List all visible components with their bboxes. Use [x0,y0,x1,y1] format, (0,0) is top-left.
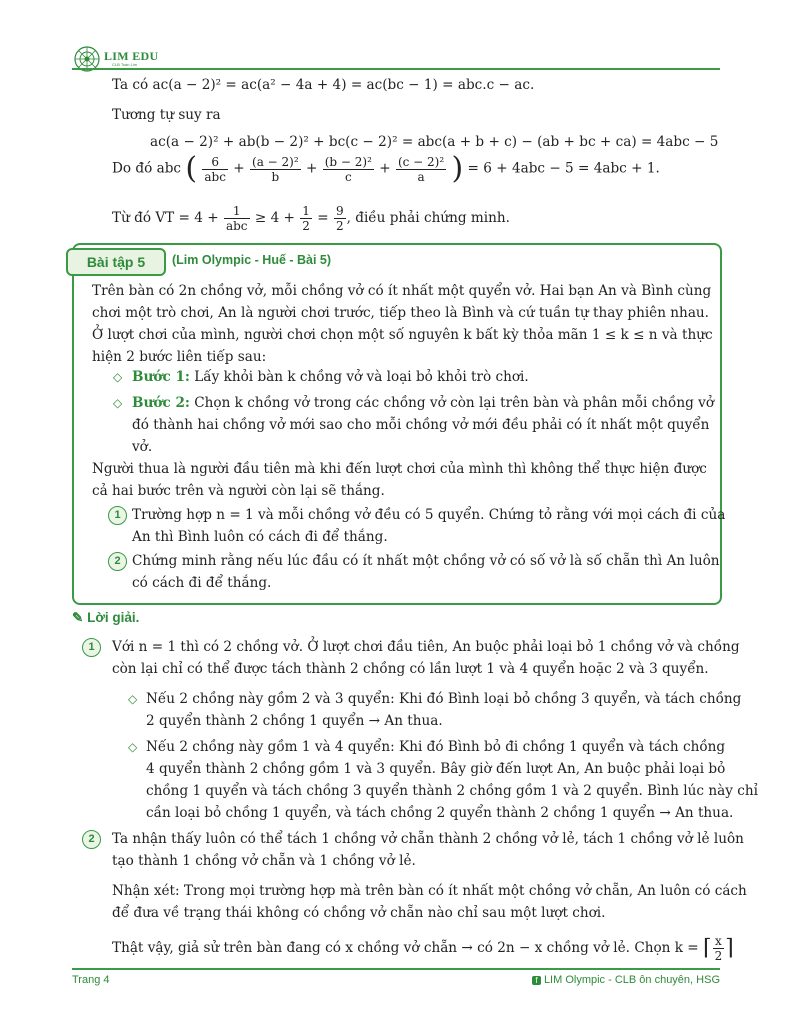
ceil-close: ⌉ [725,935,734,961]
footer-divider [72,968,720,970]
edit-icon: ✎ [72,610,84,625]
bullet-2-line-1: Nếu 2 chồng này gồm 1 và 4 quyển: Khi đó Bình bỏ đi chồng 1 quyển và tách chồng [146,739,726,755]
indeed-text: Thật vậy, giả sử trên bàn đang có x chồng vở chẵn → có 2n − x chồng vở lẻ. Chọn k = [112,940,699,956]
logo-subtext: CLB Toán Lim [112,62,138,67]
proof-line-4: Do đó abc ( $\frac{6}{\text{abc}}$ + $\frac{\text{(a − 2)²}}{b}$ + $\frac{\text{(b − 2)²}}{c}$ + $\frac{\text{(c − 2)²}}{a}$ ) = 6 + 4abc − 5 = 4abc + 1. [112,151,660,186]
exercise-p1: Trên bàn có 2n chồng vở, mỗi chồng vở có ít nhất một quyển vở. Hai bạn An và Bình cùng [92,283,712,299]
proof-line-5-suffix: , điều phải chứng minh. [346,210,510,226]
proof-line-5-prefix: Từ đó VT = 4 + [112,210,219,226]
proof-line-2: Tương tự suy ra [112,107,221,123]
fraction-2: $\frac{\text{(a − 2)²}}{b}$ [252,154,299,184]
solution-title: Lời giải. [87,610,140,625]
exercise-p4: hiện 2 bước liên tiếp sau: [92,349,267,365]
answer-2-badge: 2 [82,830,101,849]
diamond-bullet-icon: ◇ [113,370,123,384]
question-1-badge: 1 [108,506,127,525]
proof-line-5-mid: ≥ 4 + [254,210,295,226]
bullet-2-line-4: cần loại bỏ chồng 1 quyển, và tách chồng 2 quyển thành 2 chồng 1 quyển → An thua. [146,805,734,821]
step-1-label: Bước 1: [132,369,190,385]
step-2-line-2: đó thành hai chồng vở mới sao cho mỗi chồng vở mới đều phải có ít nhất một quyển [132,417,710,433]
ceil-open: ⌈ [703,935,712,961]
answer-1-line-1: Với n = 1 thì có 2 chồng vở. Ở lượt chơi đầu tiên, An buộc phải loại bỏ 1 chồng vở và chồng [112,639,740,655]
step-2 [132,394,714,412]
diamond-bullet-icon: ◇ [113,396,123,410]
remark-line-2: để đưa về trạng thái không có chồng vở chẵn nào chỉ sau một lượt chơi. [112,905,606,921]
diamond-bullet-icon: ◇ [128,692,138,706]
exercise-p3: Ở lượt chơi của mình, người chơi chọn một số nguyên k bất kỳ thỏa mãn 1 ≤ k ≤ n và thực [92,327,713,343]
header-divider [72,68,720,70]
step-2-label: Bước 2: [132,395,190,411]
fraction-7: $\frac{9}{2}$ [335,204,344,233]
proof-line-4-suffix: = 6 + 4abc − 5 = 4abc + 1. [467,160,660,177]
proof-line-3: ac(a − 2)² + ab(b − 2)² + bc(c − 2)² = abc(a + b + c) − (ab + bc + ca) = 4abc − 5 [150,134,719,150]
proof-line-5 [112,204,510,233]
paren-close: ) [451,151,464,186]
exercise-tag: Bài tập 5 [66,248,166,276]
footer-source-text: LIM Olympic - CLB ôn chuyên, HSG [543,974,720,986]
bullet-2-line-2: 4 quyển thành 2 chồng gồm 1 và 3 quyển. Bây giờ đến lượt An, An buộc phải loại bỏ [146,761,726,777]
proof-line-4-prefix: Do đó abc [112,160,182,177]
step-2-text: Chọn k chồng vở trong các chồng vở còn lại trên bàn và phân mỗi chồng vở [194,395,715,411]
fraction-1: $\frac{6}{\text{abc}}$ [204,154,226,184]
bullet-1-line-2: 2 quyển thành 2 chồng 1 quyển → An thua. [146,713,443,729]
question-2-line-2: có cách đi để thắng. [132,575,272,591]
paren-open: ( [185,151,198,186]
bullet-2-line-3: chồng 1 quyển và tách chồng 3 quyển thành 2 chồng gồm 1 và 2 quyển. Bình lúc này chỉ [146,783,758,799]
page-number: Trang 4 [72,974,110,986]
indeed-line-1 [112,934,734,963]
diamond-bullet-icon: ◇ [128,740,138,754]
remark-line-1: Nhận xét: Trong mọi trường hợp mà trên bàn có ít nhất một chồng vở chẵn, An luôn có cách [112,883,747,899]
footer-source [532,974,720,986]
bullet-1-line-1: Nếu 2 chồng này gồm 2 và 3 quyển: Khi đó Bình loại bỏ chồng 3 quyển, và tách chồng [146,691,742,707]
exercise-p5: Người thua là người đầu tiên mà khi đến lượt chơi của mình thì không thể thực hiện được [92,461,707,477]
fraction-4: $\frac{\text{(c − 2)²}}{a}$ [397,154,445,184]
fraction-6: $\frac{1}{2}$ [302,204,310,233]
proof-line-5-eq: = [317,210,329,226]
step-2-line-3: vở. [132,439,153,455]
answer-1-badge: 1 [82,638,101,657]
logo-text: LIM EDU [104,49,159,63]
exercise-p2: chơi một trò chơi, An là người chơi trước, tiếp theo là Bình và cứ tuần tự thay phiên nhau. [92,305,709,321]
step-1 [132,368,529,386]
answer-2-line-1: Ta nhận thấy luôn có thể tách 1 chồng vở chẵn thành 2 chồng vở lẻ, tách 1 chồng vở lẻ luôn [112,831,744,847]
answer-2-line-2: tạo thành 1 chồng vở chẵn và 1 chồng vở lẻ. [112,853,416,869]
solution-heading [72,610,139,626]
exercise-source: (Lim Olympic - Huế - Bài 5) [172,253,332,267]
question-2-badge: 2 [108,552,127,571]
step-1-text: Lấy khỏi bàn k chồng vở và loại bỏ khỏi trò chơi. [194,369,529,385]
ceil-fraction: $\frac{x}{2}$ [714,934,723,963]
fraction-3: $\frac{\text{(b − 2)²}}{c}$ [324,154,372,184]
exercise-p6: cả hai bước trên và người còn lại sẽ thắng. [92,483,385,499]
question-2-line-1: Chứng minh rằng nếu lúc đầu có ít nhất một chồng vở có số vở là số chẵn thì An luôn [132,553,720,569]
question-1-line-1: Trường hợp n = 1 và mỗi chồng vở đều có 5 quyển. Chứng tỏ rằng với mọi cách đi của [132,507,726,523]
facebook-icon: f [532,976,541,985]
proof-line-1: Ta có ac(a − 2)² = ac(a² − 4a + 4) = ac(bc − 1) = abc.c − ac. [112,77,535,93]
fraction-5: $\frac{1}{\text{abc}}$ [225,204,248,233]
question-1-line-2: An thì Bình luôn có cách đi để thắng. [132,529,388,545]
answer-1-line-2: còn lại chỉ có thể được tách thành 2 chồng có lần lượt 1 và 4 quyển hoặc 2 và 3 quyển. [112,661,709,677]
